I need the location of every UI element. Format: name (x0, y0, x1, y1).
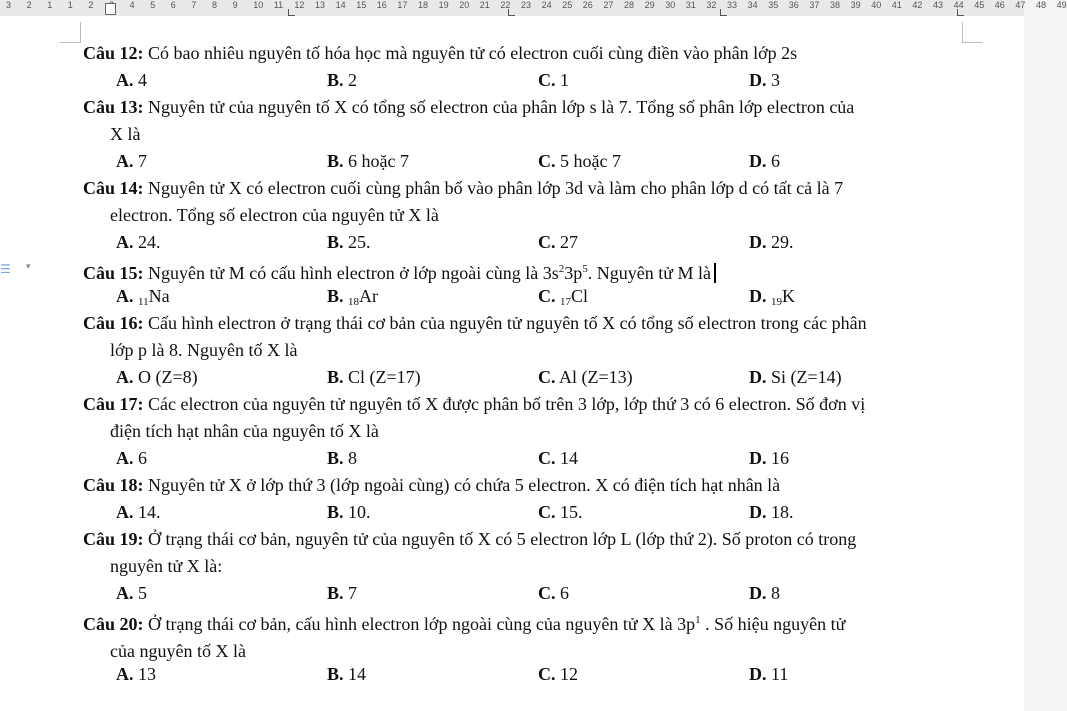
option-c: C. 5 hoặc 7 (538, 151, 621, 171)
ruler-number: 30 (665, 0, 676, 10)
ruler-number: 46 (994, 0, 1005, 10)
ruler-number: 39 (850, 0, 861, 10)
question-12 (83, 40, 983, 67)
ruler-number: 28 (624, 0, 635, 10)
option-b: B. 10. (327, 502, 371, 522)
ruler[interactable] (0, 0, 1067, 17)
ruler-number: 34 (747, 0, 758, 10)
ruler-number: 8 (212, 0, 218, 10)
option-c: C. 6 (538, 583, 569, 603)
ruler-number: 9 (232, 0, 238, 10)
ruler-number: 14 (335, 0, 346, 10)
tab-stop-1[interactable] (288, 9, 295, 16)
options-19 (116, 580, 986, 607)
ruler-number: 3 (6, 0, 12, 10)
left-indent-marker[interactable] (105, 3, 116, 15)
ruler-number: 25 (562, 0, 573, 10)
ruler-number: 43 (933, 0, 944, 10)
ruler-number: 26 (582, 0, 593, 10)
option-d: D. 16 (749, 448, 789, 468)
option-a: A. 24. (116, 232, 161, 252)
ruler-number: 7 (191, 0, 197, 10)
ruler-number: 12 (294, 0, 305, 10)
chevron-down-icon[interactable]: ▾ (26, 262, 31, 272)
tab-stop-2[interactable] (508, 9, 515, 16)
ruler-number: 42 (912, 0, 923, 10)
ruler-number: 41 (891, 0, 902, 10)
ruler-number: 1 (47, 0, 53, 10)
option-b: B. 7 (327, 583, 358, 603)
option-b: B. $_{18}$Ar (327, 286, 379, 308)
ruler-number: 19 (438, 0, 449, 10)
option-d: D. 29. (749, 232, 794, 252)
ruler-number: 6 (170, 0, 176, 10)
ruler-number: 23 (521, 0, 532, 10)
ruler-number: 1 (67, 0, 73, 10)
ruler-number: 24 (541, 0, 552, 10)
question-label: Câu 12: (83, 43, 144, 63)
question-18: Câu 18: Nguyên tử X ở lớp thứ 3 (lớp ngoài cùng) có chứa 5 electron. X có điện tích hạt nhân là (83, 475, 781, 495)
options-18 (116, 499, 986, 526)
option-c: C. 14 (538, 448, 578, 468)
question-15: Câu 15: Nguyên tử M có cấu hình electron ở lớp ngoài cùng là $3s^23p^5$. Nguyên tử M là (83, 256, 983, 287)
tab-stop-3[interactable] (720, 9, 727, 16)
ruler-number: 11 (273, 0, 284, 10)
ruler-number: 37 (809, 0, 820, 10)
ruler-number: 16 (376, 0, 387, 10)
option-a: A. 6 (116, 448, 147, 468)
option-c: C. 15. (538, 502, 583, 522)
question-16: Câu 16: Cấu hình electron ở trạng thái cơ bản của nguyên tử nguyên tố X có tổng số electron trong các phân lớp p là 8. Nguyên tố X là (83, 313, 867, 360)
ruler-number: 35 (768, 0, 779, 10)
option-d: D. 3 (749, 70, 780, 90)
options-15 (116, 283, 986, 310)
option-c: C. 12 (538, 664, 578, 684)
ruler-number: 15 (356, 0, 367, 10)
option-a: A. $_{11}$Na (116, 286, 170, 308)
option-d: D. 8 (749, 583, 780, 603)
options-13 (116, 148, 986, 175)
options-16 (116, 364, 986, 391)
ruler-number: 49 (1056, 0, 1067, 10)
question-14: Câu 14: Nguyên tử X có electron cuối cùng phân bố vào phân lớp 3d và làm cho phân lớp d có tất cả là 7 electron. Tổng số electron của nguyên tử X là (83, 178, 844, 225)
ruler-number: 22 (500, 0, 511, 10)
ruler-number: 48 (1036, 0, 1047, 10)
ruler-number: 31 (685, 0, 696, 10)
ruler-number: 5 (150, 0, 156, 10)
question-17: Câu 17: Các electron của nguyên tử nguyên tố X được phân bố trên 3 lớp, lớp thứ 3 có 6 electron. Số đơn vị điện tích hạt nhân của nguyên tố X là (83, 394, 866, 441)
ruler-number: 40 (871, 0, 882, 10)
ruler-number: 18 (418, 0, 429, 10)
ruler-number: 2 (88, 0, 94, 10)
ruler-number: 44 (953, 0, 964, 10)
ruler-number: 17 (397, 0, 408, 10)
text-cursor (714, 263, 716, 283)
option-a: A. 5 (116, 583, 147, 603)
option-c: C. $_{17}$Cl (538, 286, 589, 308)
option-b: B. 8 (327, 448, 358, 468)
ruler-number: 4 (129, 0, 135, 10)
option-a: A. O (Z=8) (116, 367, 198, 387)
ruler-number: 10 (253, 0, 264, 10)
question-19: Câu 19: Ở trạng thái cơ bản, nguyên tử của nguyên tố X có 5 electron lớp L (lớp thứ 2). Số proton có trong nguyên tử X là: (83, 529, 857, 576)
option-d: D. $_{19}$K (749, 286, 795, 308)
ruler-number: 13 (315, 0, 326, 10)
ruler-number: 32 (706, 0, 717, 10)
option-a: A. 14. (116, 502, 161, 522)
ruler-number: 47 (1015, 0, 1026, 10)
option-c: C. 1 (538, 70, 569, 90)
option-b: B. 25. (327, 232, 371, 252)
option-a: A. 13 (116, 664, 156, 684)
option-d: D. 18. (749, 502, 794, 522)
document-page[interactable] (0, 16, 1024, 711)
option-d: D. 6 (749, 151, 780, 171)
ruler-number: 27 (603, 0, 614, 10)
ruler-number: 36 (788, 0, 799, 10)
options-14 (116, 229, 986, 256)
question-text: Có bao nhiêu nguyên tố hóa học mà nguyên tử có electron cuối cùng điền vào phân lớp 2s (143, 43, 798, 63)
option-a: A. 7 (116, 151, 147, 171)
options-12 (116, 67, 986, 94)
ruler-number: 38 (830, 0, 841, 10)
option-b: B. 6 hoặc 7 (327, 151, 409, 171)
option-c: C. 27 (538, 232, 578, 252)
ruler-number: 29 (644, 0, 655, 10)
option-b: B. 2 (327, 70, 358, 90)
ruler-number: 2 (26, 0, 32, 10)
question-13: Câu 13: Nguyên tử của nguyên tố X có tổng số electron của phân lớp s là 7. Tổng số phân lớp electron của X là (83, 97, 855, 144)
ruler-number: 21 (479, 0, 490, 10)
margin-corner-top-left (60, 22, 81, 43)
option-a: A. 4 (116, 70, 147, 90)
ruler-number: 33 (727, 0, 738, 10)
ruler-number: 20 (459, 0, 470, 10)
paragraph-layout-icon[interactable]: ☰ (0, 262, 11, 276)
option-c: C. Al (Z=13) (538, 367, 633, 387)
question-20: Câu 20: Ở trạng thái cơ bản, cấu hình electron lớp ngoài cùng của nguyên tử X là $3p^1$ . Số hiệu nguyên tử của nguyên tố X là (83, 614, 846, 661)
option-b: B. Cl (Z=17) (327, 367, 421, 387)
options-17 (116, 445, 986, 472)
option-b: B. 14 (327, 664, 367, 684)
right-indent-marker[interactable] (957, 9, 964, 16)
ruler-number: 45 (974, 0, 985, 10)
option-d: D. Si (Z=14) (749, 367, 842, 387)
option-d: D. 11 (749, 664, 789, 684)
options-20 (116, 661, 986, 688)
